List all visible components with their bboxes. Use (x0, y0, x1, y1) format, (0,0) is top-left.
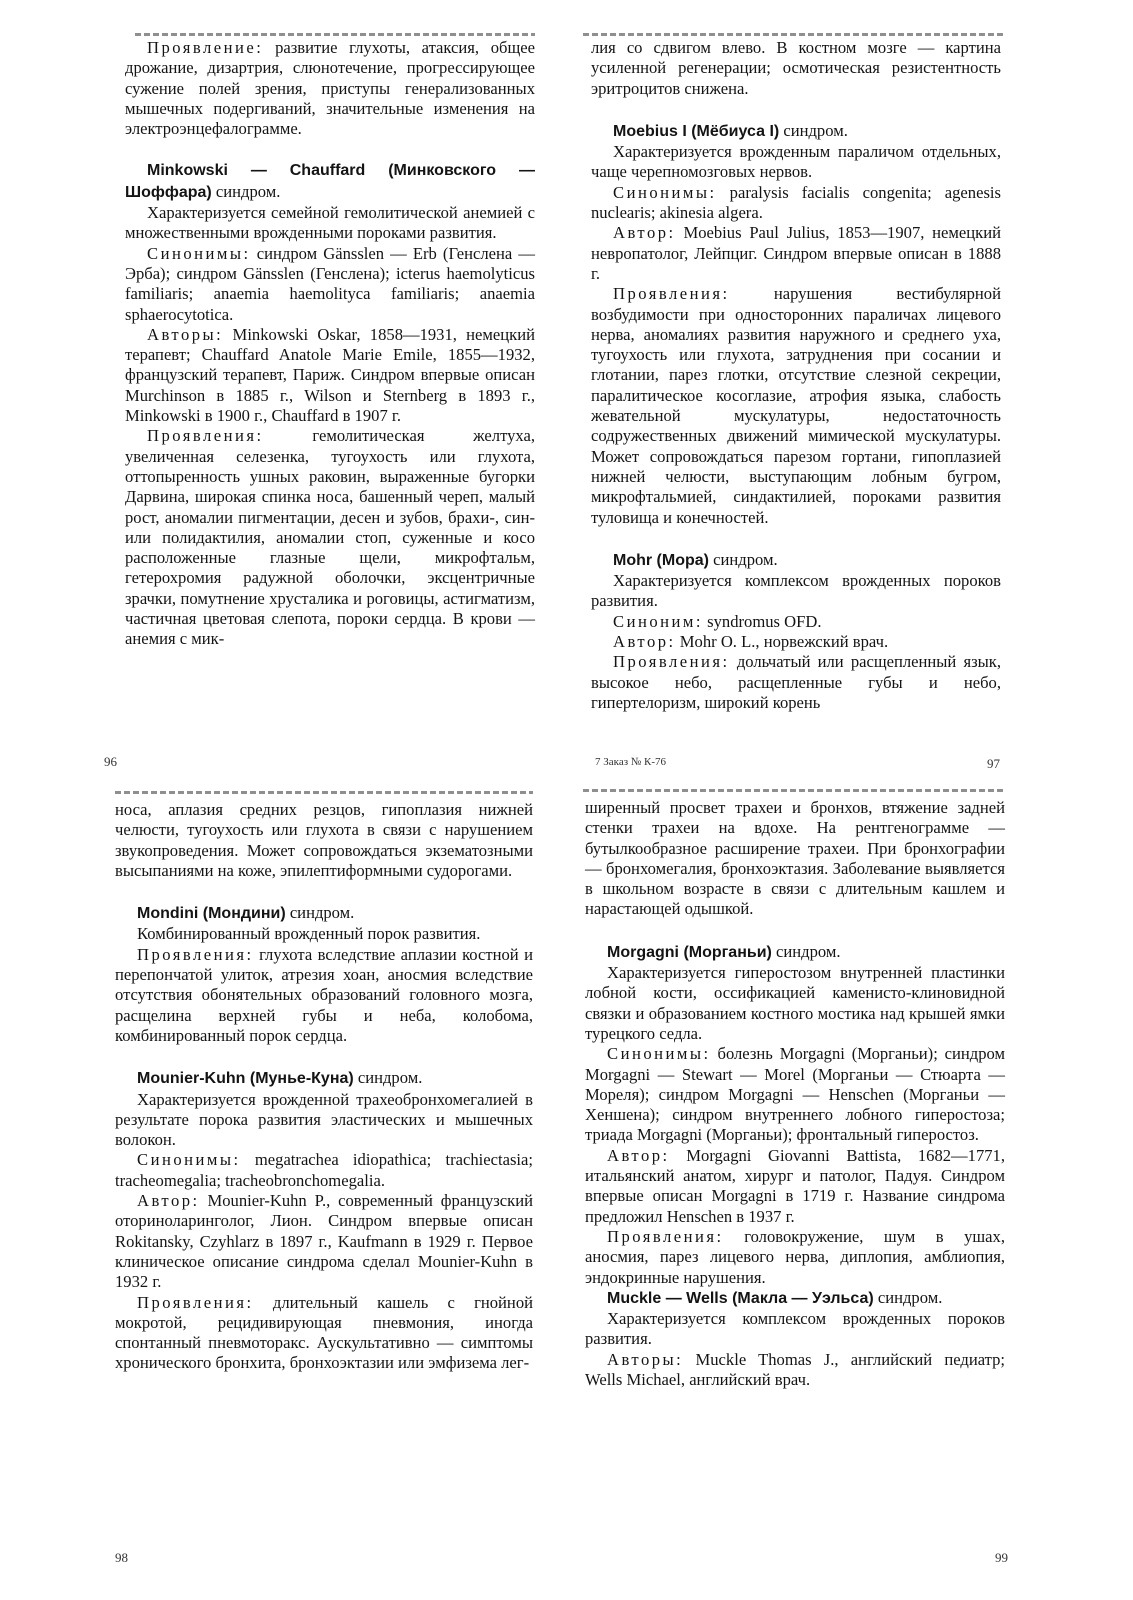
entry-paragraph (591, 142, 1001, 183)
paragraph-text: Характеризуется врожденной трахеобронхомегалией в результате порока развития эластических и мышечных волокон. (115, 1089, 533, 1150)
paragraph-text: развитие глухоты, атаксия, общее дрожание, дизартрия, слюнотечение, прогрессирующее сужение полей зрения, приступы генерализованных мышечных подергиваний, значительные изменения на электроэнцефалограмме. (125, 38, 535, 139)
page-99-cut-line (583, 786, 1003, 792)
field-label: Автор: (137, 1191, 200, 1211)
page-98-cut-line (115, 788, 533, 794)
field-label: Синонимы: (147, 243, 251, 263)
paragraph-text: Характеризуется семейной гемолитической анемией с множественными врожденными пороками развития. (125, 203, 535, 243)
field-label: Проявления: (613, 652, 730, 672)
entry-paragraph (585, 1350, 1005, 1391)
entry-paragraph (585, 798, 1005, 920)
paragraph-text: ширенный просвет трахеи и бронхов, втяжение задней стенки трахеи на вдохе. На рентгенограмме — бутылкообразное расширение трахеи. При бронхографии — бронхомегалия, бронхоэктазия. Заболевание выявляется в школьном возрасте в связи с длительным кашлем и нарастающей одышкой. (585, 798, 1005, 919)
paragraph-text: носа, аплазия средних резцов, гипоплазия нижней челюсти, тугоухость или глухота в связи с нарушением звукопроведения. Может сопровождаться экзематозными высыпаниями на коже, эпилептиформными судорогами. (115, 800, 533, 880)
signature-mark: 7 Заказ № К-76 (595, 756, 667, 768)
paragraph-text: Характеризуется врожденным параличом отдельных, чаще черепномозговых нервов. (591, 142, 1001, 182)
entry-heading (115, 1068, 533, 1089)
entry-paragraph (591, 223, 1001, 284)
paragraph-text: Mounier-Kuhn P., современный французский оториноларинголог, Лион. Синдром впервые описан Rokitansky, Czyhlarz в 1897 г., Kaufmann в 1929 г. Первое клиническое описание синдрома сделал Mounier-Kuhn в 1932 г. (115, 1191, 533, 1292)
field-label: Синонимы: (613, 182, 717, 202)
paragraph-text: Mohr O. L., норвежский врач. (675, 632, 889, 652)
entry-heading (591, 550, 1001, 571)
page-96-column (125, 38, 535, 650)
paragraph-text: гемолитическая желтуха, увеличенная селезенка, тугоухость или глухота, оттопыренность ушных раковин, выраженные бугорки Дарвина, широкая спинка носа, башенный череп, малый рост, аномалии пигментации, десен и зубов, брахи-, син- или полидактилия, аномалии стоп, суженные и косо расположенные глазные щели, микрофтальм, гетерохромия радужной оболочки, эксцентричные зрачки, помутнение хрусталика и роговицы, астигматизм, частичная цветовая слепота, пороки сердца. В крови — анемия с мик- (125, 426, 535, 649)
entry-paragraph (125, 244, 535, 325)
paragraph-text: Minkowski Oskar, 1858—1931, немецкий терапевт; Chauffard Anatole Marie Emile, 1855—1932, французский терапевт, Париж. Синдром впервые описан Murchinson в 1885 г., Wilson и Sternberg в 1893 г., Minkowski в 1900 г., Chauffard в 1907 г. (125, 324, 535, 426)
entry-paragraph (585, 1309, 1005, 1350)
entry-title: Mohr (Мора) (613, 551, 709, 569)
paragraph-text: длительный кашель с гнойной мокротой, рецидивирующая пневмония, иногда спонтанный пневмоторакс. Аускультативно — симптомы хронического бронхита, бронхоэктазии или эмфизема лег- (115, 1292, 533, 1373)
field-label: Автор: (613, 223, 676, 243)
entry-paragraph (125, 38, 535, 139)
entry-paragraph (591, 632, 1001, 652)
entry-title: Moebius I (Мёбиуса I) (613, 122, 780, 140)
entry-heading (585, 1288, 1005, 1309)
paragraph-text: дольчатый или расщепленный язык, высокое небо, расщепленные губы и небо, гипертелоризм, широкий корень (591, 652, 1001, 712)
page-number-97: 97 (987, 756, 1000, 771)
entry-paragraph (115, 1293, 533, 1374)
entry-paragraph (591, 571, 1001, 612)
page-98-column (115, 800, 533, 1374)
field-label: Проявления: (137, 944, 254, 964)
page-96-cut-line (135, 30, 535, 36)
entry-heading (591, 121, 1001, 142)
page-number-99: 99 (995, 1550, 1008, 1565)
field-label: Синонимы: (137, 1150, 241, 1170)
entry-paragraph (591, 612, 1001, 632)
paragraph-text: синдром Gänsslen — Erb (Генслена — Эрба); синдром Gänsslen (Генслена); icterus haemolyticus familiaris; anaemia haemolityca familiaris; anaemia sphaerocytotica. (125, 243, 535, 324)
field-label: Проявление: (147, 38, 264, 57)
entry-heading (585, 942, 1005, 963)
section-gap (125, 139, 535, 161)
entry-title-suffix: синдром. (779, 120, 848, 140)
paragraph-text: головокружение, шум в ушах, аносмия, парез лицевого нерва, диплопия, амблиопия, эндокринные нарушения. (585, 1226, 1005, 1287)
section-gap (591, 99, 1001, 121)
entry-paragraph (591, 38, 1001, 99)
page-97-column (591, 38, 1001, 713)
field-label: Проявления: (607, 1226, 724, 1246)
field-label: Авторы: (607, 1349, 684, 1369)
page-number-96: 96 (104, 754, 117, 769)
paragraph-text: глухота вследствие аплазии костной и перепончатой улиток, атрезия хоан, аносмия вследствие отсутствия обонятельных образований головного мозга, расщелина верхней губы и неба, колобома, комбинированный порок сердца. (115, 944, 533, 1045)
entry-title-suffix: синдром. (285, 903, 355, 923)
field-label: Проявления: (147, 426, 264, 446)
field-label: Проявления: (137, 1292, 254, 1312)
entry-paragraph (585, 1227, 1005, 1288)
field-label: Авторы: (147, 324, 224, 344)
entry-title: Muckle — Wells (Макла — Уэльса) (607, 1289, 874, 1307)
entry-heading (125, 161, 535, 203)
entry-title: Morgagni (Морганьи) (607, 943, 772, 961)
entry-paragraph (585, 1044, 1005, 1145)
page-97-cut-line (583, 30, 1003, 36)
paragraph-text: нарушения вестибулярной возбудимости при односторонних параличах лицевого нерва, аномалиях развития наружного и среднего уха, тугоухость или глухота, затруднения при сосании и глотании, парез глотки, отсутствие слезной секреции, паралитическое косоглазие, атрофия языка, слабость жевательной мускулатуры, недостаточность содружественных движений мимической мускулатуры. Может сопровождаться парезом гортани, гипоплазией нижней челюсти, выступающим лобным бугром, микрофтальмией, синдактилией, пороками развития туловища и конечностей. (591, 284, 1001, 527)
field-label: Автор: (607, 1145, 670, 1165)
paragraph-text: paralysis facialis congenita; agenesis nuclearis; akinesia algera. (591, 182, 1001, 223)
section-gap (591, 528, 1001, 550)
entry-paragraph (125, 426, 535, 649)
section-gap (115, 881, 533, 903)
paragraph-text: Muckle Thomas J., английский педиатр; Wells Michael, английский врач. (585, 1349, 1005, 1390)
field-label: Проявления: (613, 284, 730, 304)
entry-title-suffix: синдром. (211, 181, 281, 201)
page-number-98: 98 (115, 1550, 128, 1565)
entry-paragraph (585, 963, 1005, 1044)
field-label: Синонимы: (607, 1044, 711, 1064)
entry-title-suffix: синдром. (873, 1287, 943, 1307)
entry-paragraph (115, 945, 533, 1046)
paragraph-text: megatrachea idiopathica; trachiectasia; tracheomegalia; tracheobronchomegalia. (115, 1150, 533, 1190)
entry-paragraph (115, 800, 533, 881)
entry-paragraph (115, 924, 533, 944)
entry-paragraph (125, 203, 535, 244)
entry-paragraph (585, 1146, 1005, 1227)
entry-paragraph (115, 1090, 533, 1151)
entry-paragraph (591, 652, 1001, 713)
field-label: Синоним: (613, 611, 703, 631)
entry-paragraph (115, 1191, 533, 1292)
paragraph-text: Moebius Paul Julius, 1853—1907, немецкий невропатолог, Лейпциг. Синдром впервые описан в 1888 г. (591, 223, 1001, 283)
entry-paragraph (125, 325, 535, 426)
paragraph-text: Характеризуется комплексом врожденных пороков развития. (585, 1309, 1005, 1349)
entry-paragraph (591, 284, 1001, 528)
entry-title: Mounier-Kuhn (Мунье-Куна) (137, 1070, 354, 1088)
entry-title-suffix: синдром. (708, 549, 778, 569)
entry-heading (115, 903, 533, 924)
entry-paragraph (115, 1150, 533, 1191)
entry-title: Mondini (Мондини) (137, 905, 286, 923)
paragraph-text: болезнь Morgagni (Морганьи); синдром Morgagni — Stewart — Morel (Морганьи — Стюарта — Мореля); синдром Morgagni — Henschen (Морганьи — Хеншена); синдром внутреннего лобного гиперостоза; триада Morgagni (Морганьи); фронтальный гиперостоз. (585, 1044, 1005, 1145)
section-gap (585, 920, 1005, 942)
entry-title-suffix: синдром. (771, 941, 841, 961)
entry-title-suffix: синдром. (353, 1068, 423, 1088)
entry-paragraph (591, 183, 1001, 224)
entry-title: Minkowski — Chauffard (Минковского — Шоффара) (125, 162, 535, 201)
paragraph-text: Комбинированный врожденный порок развития. (137, 924, 481, 944)
paragraph-text: syndromus OFD. (703, 611, 822, 631)
section-gap (115, 1046, 533, 1068)
paragraph-text: Характеризуется комплексом врожденных пороков развития. (591, 571, 1001, 611)
field-label: Автор: (613, 632, 676, 652)
paragraph-text: Характеризуется гиперостозом внутренней пластинки лобной кости, оссификацией каменисто-клиновидной связки и образованием костного мостика над крышей ямки турецкого седла. (585, 963, 1005, 1043)
page-99-column (585, 798, 1005, 1390)
paragraph-text: лия со сдвигом влево. В костном мозге — картина усиленной регенерации; осмотическая резистентность эритроцитов снижена. (591, 38, 1001, 98)
paragraph-text: Morgagni Giovanni Battista, 1682—1771, итальянский анатом, хирург и патолог, Падуя. Синдром впервые описан Morgagni в 1719 г. Название синдрома предложил Henschen в 1937 г. (585, 1145, 1005, 1226)
